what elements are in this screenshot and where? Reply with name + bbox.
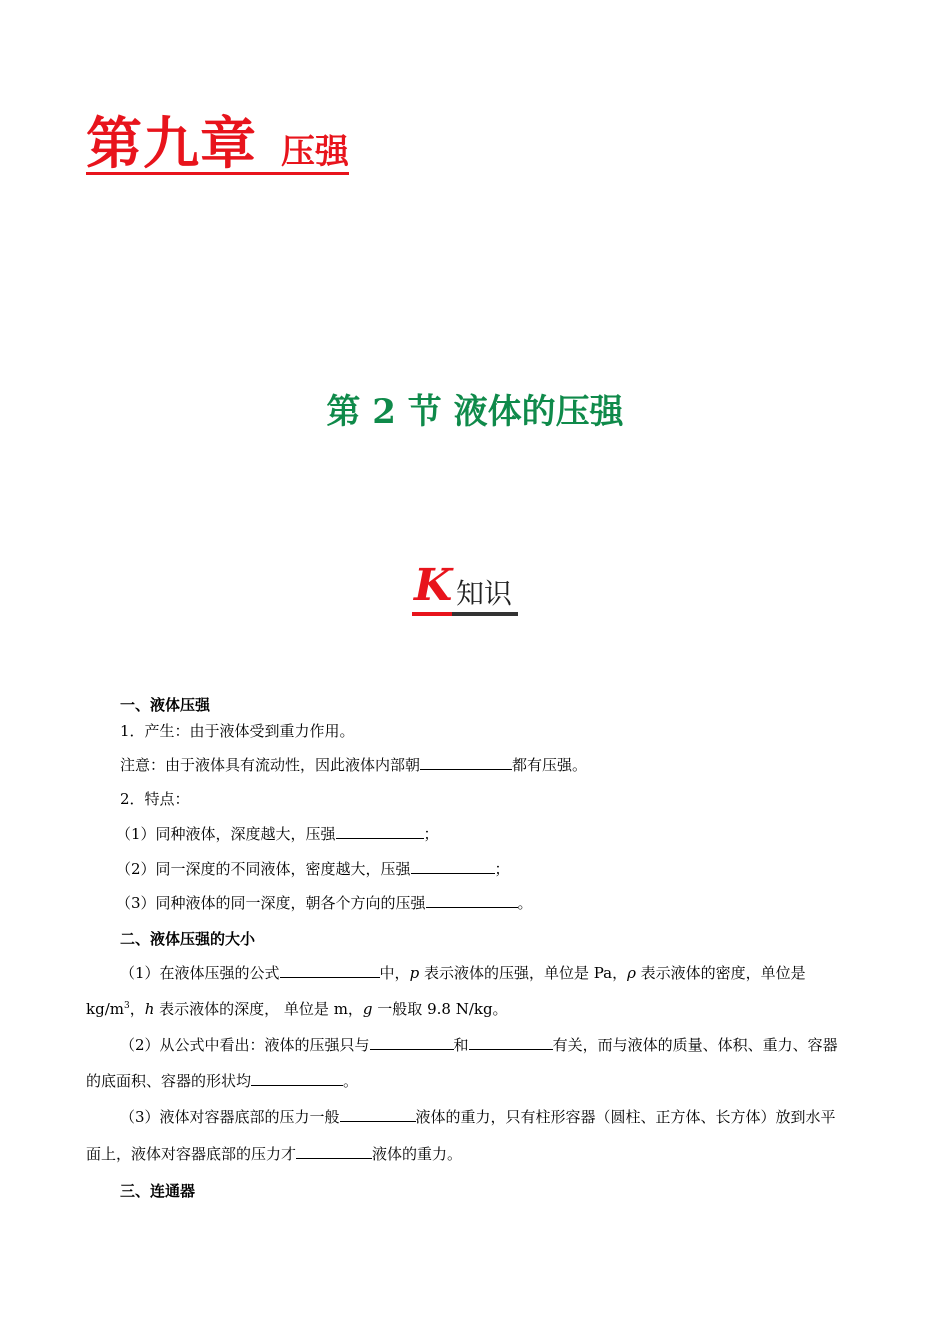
para-force-cont: 面上，液体对容器底部的压力才 液体的重力。 [86,1145,463,1163]
para-feature-3: （3）同种液体的同一深度，朝各个方向的压强 。 [116,894,533,912]
knowledge-underline [412,612,452,616]
chapter-heading [86,111,349,177]
blank-1[interactable] [420,755,512,770]
para-formula: （1）在液体压强的公式 中，p 表示液体的压强，单位是 Pa，ρ 表示液体的密度，单位是 [120,964,806,982]
blank-10[interactable] [296,1144,372,1159]
blank-4[interactable] [426,893,518,908]
para-features: 2．特点： [120,790,190,808]
blank-9[interactable] [340,1107,416,1122]
chapter-subtitle: 压强 [281,132,349,172]
para-dependency: （2）从公式中看出：液体的压强只与 和 有关，而与液体的质量、体积、重力、容器 [120,1036,838,1054]
para-note: 注意：由于液体具有流动性，因此液体内部朝 都有压强。 [120,756,588,774]
blank-2[interactable] [336,824,424,839]
heading-connected-vessels: 三、连通器 [120,1182,196,1200]
knowledge-letter: K [414,560,453,611]
heading-pressure-magnitude: 二、液体压强的大小 [120,930,256,948]
para-feature-2: （2）同一深度的不同液体，密度越大，压强 ； [116,860,510,878]
knowledge-badge [412,560,518,616]
blank-8[interactable] [251,1071,343,1086]
heading-liquid-pressure: 一、液体压强 [120,696,211,714]
para-feature-1: （1）同种液体，深度越大，压强 ； [116,825,439,843]
blank-7[interactable] [469,1035,553,1050]
section-title: 第 2 节 液体的压强 [326,392,624,432]
para-force: （3）液体对容器底部的压力一般 液体的重力，只有柱形容器（圆柱、正方体、长方体）放到水平 [120,1108,836,1126]
blank-5[interactable] [280,963,380,978]
blank-3[interactable] [411,859,495,874]
para-origin: 1．产生：由于液体受到重力作用。 [120,722,355,740]
para-units: $kg/m^3$，h 表示液体的深度， 单位是 m，g 一般取 9.8 N/kg。 [86,1000,508,1018]
blank-6[interactable] [370,1035,454,1050]
chapter-title: 第九章 [86,111,257,177]
knowledge-label: 知识 [456,577,513,610]
para-dependency-cont: 的底面积、容器的形状均 。 [86,1072,359,1090]
